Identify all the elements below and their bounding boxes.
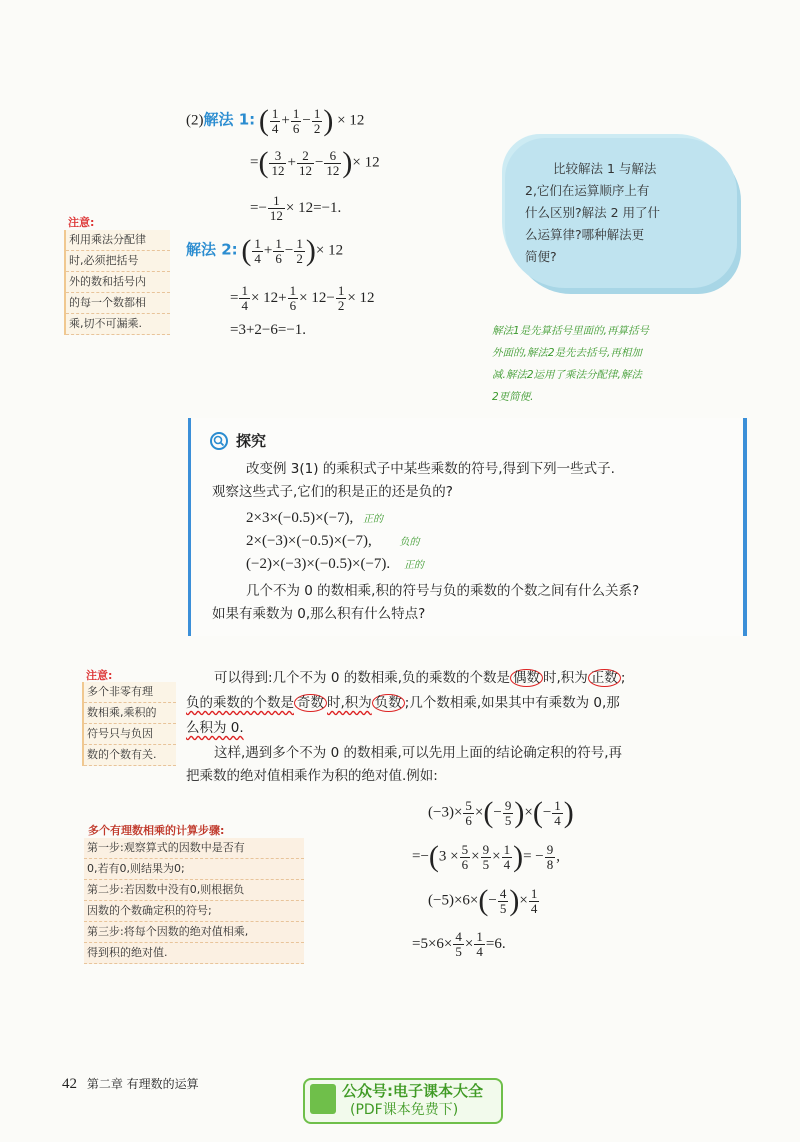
note1-line: 的每一个数都相 bbox=[66, 293, 170, 314]
handwritten-answer: 解法1是先算括号里面的,再算括号 外面的,解法2是先去括号,再相加 减.解法2运用了乘法分配律,解法 2更简便. bbox=[492, 325, 650, 403]
explore-expr-2: 2×(−3)×(−0.5)×(−7), 负的 bbox=[246, 533, 420, 549]
steps-line: 第二步:若因数中没有0,则根据负 bbox=[84, 880, 304, 901]
annotation-circle: 奇数 bbox=[294, 694, 327, 712]
conclusion-line-3: 么积为 0. bbox=[186, 720, 244, 736]
explore-intro-2: 观察这些式子,它们的积是正的还是负的? bbox=[212, 484, 453, 500]
chapter-title: 第二章 有理数的运算 bbox=[86, 1077, 199, 1091]
note2-line: 数相乘,乘积的 bbox=[84, 703, 176, 724]
note1-title: 注意: bbox=[68, 216, 95, 229]
page-number: 42 bbox=[62, 1076, 77, 1092]
steps-line: 0,若有0,则结果为0; bbox=[84, 859, 304, 880]
explore-question-2: 如果有乘数为 0,那么积有什么特点? bbox=[212, 606, 426, 622]
handwritten-positive: 正的 bbox=[403, 560, 424, 571]
note2-line: 符号只与负因 bbox=[84, 724, 176, 745]
badge-line-2: (PDF课本免费下) bbox=[350, 1102, 459, 1118]
steps-box bbox=[84, 838, 304, 964]
note1-line: 外的数和括号内 bbox=[66, 272, 170, 293]
note2-box bbox=[82, 682, 176, 766]
note1-box bbox=[64, 230, 170, 335]
note1-line: 乘,切不可漏乘. bbox=[66, 314, 170, 335]
annotation-circle: 偶数 bbox=[510, 669, 543, 687]
steps-line: 得到积的绝对值. bbox=[84, 943, 304, 964]
note2-line: 多个非零有理 bbox=[84, 682, 176, 703]
solution-line-6: =3+2−6=−1. bbox=[230, 322, 307, 338]
steps-line: 第三步:将每个因数的绝对值相乘, bbox=[84, 922, 304, 943]
note1-line: 时,必须把括号 bbox=[66, 251, 170, 272]
handwritten-positive: 正的 bbox=[363, 514, 384, 525]
steps-title: 多个有理数相乘的计算步骤: bbox=[88, 824, 225, 837]
explore-intro-1: 改变例 3(1) 的乘积式子中某些乘数的符号,得到下列一些式子. bbox=[246, 461, 615, 477]
book-icon bbox=[310, 1084, 336, 1114]
explore-expr-3: (−2)×(−3)×(−0.5)×(−7). 正的 bbox=[246, 556, 424, 572]
page-footer bbox=[62, 1075, 199, 1093]
solution-line-2: =( $\frac{3}{12}$ + $\frac{2}{12}$ − $\frac{6}{12}$ )× 12 bbox=[250, 146, 380, 179]
solution-line-5: = $\frac{1}{4}$ × 12+ $\frac{1}{6}$ × 12− $\frac{1}{2}$ × 12 bbox=[230, 283, 375, 313]
handwritten-negative: 负的 bbox=[399, 537, 420, 548]
steps-line: 因数的个数确定积的符号; bbox=[84, 901, 304, 922]
note2-line: 数的个数有关. bbox=[84, 745, 176, 766]
note2-title: 注意: bbox=[86, 669, 113, 682]
fraction: $\frac{1}{4}$ bbox=[271, 105, 279, 136]
solution-line-4: 解法 2: ( $\frac{1}{4}$ + $\frac{1}{6}$ − $\frac{1}{2}$ )× 12 bbox=[186, 234, 344, 267]
example-line-3: (−5)×6×(− $\frac{4}{5}$ )× $\frac{1}{4}$ bbox=[428, 884, 538, 917]
explore-expr-1: 2×3×(−0.5)×(−7), 正的 bbox=[246, 510, 384, 526]
method1-label: 解法 1: bbox=[203, 110, 256, 129]
conclusion-line-5: 把乘数的绝对值相乘作为积的绝对值.例如: bbox=[186, 768, 438, 784]
annotation-circle: 正数 bbox=[588, 669, 621, 687]
annotation-circle: 负数 bbox=[372, 694, 405, 712]
solution-line-3: =− $\frac{1}{12}$ × 12=−1. bbox=[250, 193, 342, 223]
method2-label: 解法 2: bbox=[186, 240, 238, 259]
steps-line: 第一步:观察算式的因数中是否有 bbox=[84, 838, 304, 859]
note1-line: 利用乘法分配律 bbox=[66, 230, 170, 251]
cloud-question: 比较解法 1 与解法 2,它们在运算顺序上有 什么区别?解法 2 用了什 么运算律?哪种解法更 简便? bbox=[525, 161, 661, 264]
badge-line-1: 公众号:电子课本大全 bbox=[342, 1082, 483, 1100]
solution-line-1: (2)解法 1: ( $\frac{1}{4}$ + $\frac{1}{6}$ − $\frac{1}{2}$ ) × 12 bbox=[186, 104, 365, 137]
example-line-2: =−(3 × $\frac{5}{6}$ × $\frac{9}{5}$ × $\frac{1}{4}$ )= − $\frac{9}{8}$ , bbox=[412, 840, 560, 873]
magnifier-icon bbox=[210, 432, 228, 450]
example-line-1: (−3)× $\frac{5}{6}$ ×(− $\frac{9}{5}$ )×(− $\frac{1}{4}$ ) bbox=[428, 796, 574, 829]
conclusion-line-2: 负的乘数的个数是 奇数 时,积为 负数 ;几个数相乘,如果其中有乘数为 0,那 bbox=[186, 695, 620, 711]
example-line-4: =5×6× $\frac{4}{5}$ × $\frac{1}{4}$ =6. bbox=[412, 929, 506, 959]
conclusion-line-1: 可以得到:几个不为 0 的数相乘,负的乘数的个数是 偶数 时,积为 正数 ; bbox=[214, 670, 626, 686]
explore-question-1: 几个不为 0 的数相乘,积的符号与负的乘数的个数之间有什么关系? bbox=[246, 583, 640, 599]
part-label: (2) bbox=[186, 112, 204, 129]
explore-title: 探究 bbox=[236, 432, 267, 450]
conclusion-line-4: 这样,遇到多个不为 0 的数相乘,可以先用上面的结论确定积的符号,再 bbox=[214, 745, 623, 761]
